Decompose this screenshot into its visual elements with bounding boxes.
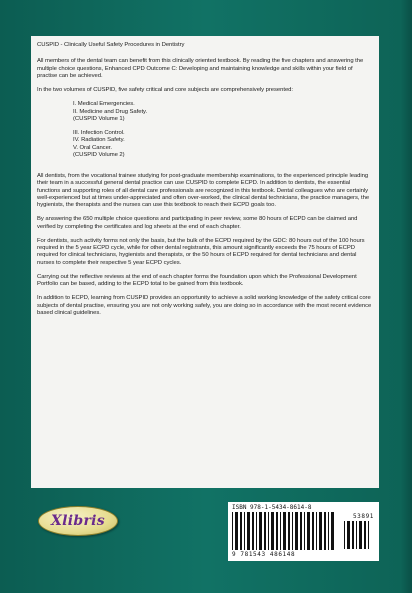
barcode-bar	[307, 512, 310, 550]
list-item: II. Medicine and Drug Safety.	[73, 108, 148, 115]
blurb-intro: All members of the dental team can benefit from this clinically oriented textbook. By reading the five chapters and answering the multiple choice questions, Enhanced CPD Outcome C: Developing and maintaining knowledge and skills within your field of practise can be achieved.	[37, 58, 364, 79]
publisher-logo-text: Xlibris	[51, 513, 105, 529]
spine-edge	[400, 0, 412, 593]
publisher-logo	[38, 506, 118, 536]
barcode-bar	[259, 512, 262, 550]
barcode-bar	[295, 512, 298, 550]
isbn-text: ISBN 978-1-5434-8614-8	[232, 504, 312, 511]
barcode-bar	[240, 512, 242, 550]
barcode-bar	[356, 521, 357, 549]
volume-label: (CUSPID Volume 2)	[73, 151, 125, 158]
barcode-bar	[324, 512, 326, 550]
list-item: V. Oral Cancer.	[73, 144, 112, 151]
barcode-bar	[359, 521, 362, 549]
barcode-bars	[232, 512, 336, 550]
barcode-bar	[300, 512, 302, 550]
barcode-bar	[276, 512, 278, 550]
barcode-bar	[347, 521, 350, 549]
volume-label: (CUSPID Volume 1)	[73, 115, 125, 122]
barcode-bar	[268, 512, 269, 550]
barcode-bar	[364, 521, 366, 549]
barcode-bar	[328, 512, 329, 550]
blurb-ecpd-paragraph: For dentists, such activity forms not only the basis, but the bulk of the ECPD required by the GDC: 80 hours out of the 100 hours required in the 5 year ECPD cycle, while for other dental registrants, this amount significantly exceeds the 75 hours of ECPD required for clinical technicians, hygienists and therapists, or the 50 hours of ECPD required for dental technicians and dental nurses to complete their respective 5 year ECPD cycles.	[37, 237, 365, 266]
barcode-bar	[319, 512, 322, 550]
list-item: I. Medical Emergencies.	[73, 101, 135, 108]
volume-1-list	[73, 101, 373, 123]
blurb-panel	[31, 36, 379, 488]
barcode-bar	[368, 521, 369, 549]
blurb-title: CUSPID - Clinically Useful Safety Procedures in Dentistry	[37, 42, 185, 48]
blurb-closing-paragraph: In addition to ECPD, learning from CUSPID provides an opportunity to achieve a solid working knowledge of the safety critical core subjects of dental practise, ensuring you are not only working safely, you are doing so in accordance with the most recent evidence based clinical guidelines.	[37, 295, 372, 317]
barcode-bar	[256, 512, 257, 550]
barcode-bar	[283, 512, 286, 550]
barcode-bar	[264, 512, 266, 550]
barcode-bar	[344, 521, 345, 549]
spacer	[37, 166, 373, 173]
barcode-bar	[352, 521, 354, 549]
barcode-bar	[232, 512, 233, 550]
barcode-bar	[247, 512, 250, 550]
volume-2-list	[73, 130, 373, 159]
barcode-bar	[244, 512, 245, 550]
barcode-digits: 9 781543 486148	[232, 551, 296, 558]
barcode-bar	[252, 512, 254, 550]
blurb-volumes-intro: In the two volumes of CUSPID, five safety critical and core subjects are comprehensively presented:	[37, 87, 293, 94]
barcode-bar	[271, 512, 274, 550]
list-item: IV. Radiation Safety.	[73, 137, 125, 144]
barcode-bar	[235, 512, 238, 550]
blurb-reviews-paragraph: Carrying out the reflective reviews at the end of each chapter forms the foundation upon which the Professional Development Portfolio can be based, adding to the ECPD total to be gained from this textbook.	[37, 273, 357, 288]
price-barcode-bars	[344, 521, 372, 549]
barcode-bar	[331, 512, 334, 550]
isbn-barcode	[228, 502, 379, 561]
blurb-questions-paragraph: By answering the 650 multiple choice questions and participating in peer review, some 80 hours of ECPD can be claimed and verified by completing the certificates and log sheets at the end of each chapter.	[37, 216, 358, 230]
barcode-bar	[288, 512, 290, 550]
barcode-bar	[316, 512, 317, 550]
blurb-dentists-paragraph: All dentists, from the vocational trainee studying for post-graduate membership examinations, to the experienced principle leading their team in a successful general dental practice can use CUSPID to complete ECPD. In addition to dentists, the essential functions and supporting roles of all dental care professionals are recognized in this textbook. Dental colleagues who are certainly well-experienced but at times under-appreciated and often over-worked, the clinical dental technicians, the practice managers, the hygienists, the therapists and the nurses can use this textbook to reach their ECPD goals too.	[37, 173, 370, 209]
barcode-bar	[312, 512, 314, 550]
barcode-bar	[292, 512, 293, 550]
barcode-bar	[280, 512, 281, 550]
list-item: III. Infection Control.	[73, 130, 125, 137]
price-code: 53891	[352, 513, 374, 520]
barcode-bar	[304, 512, 305, 550]
